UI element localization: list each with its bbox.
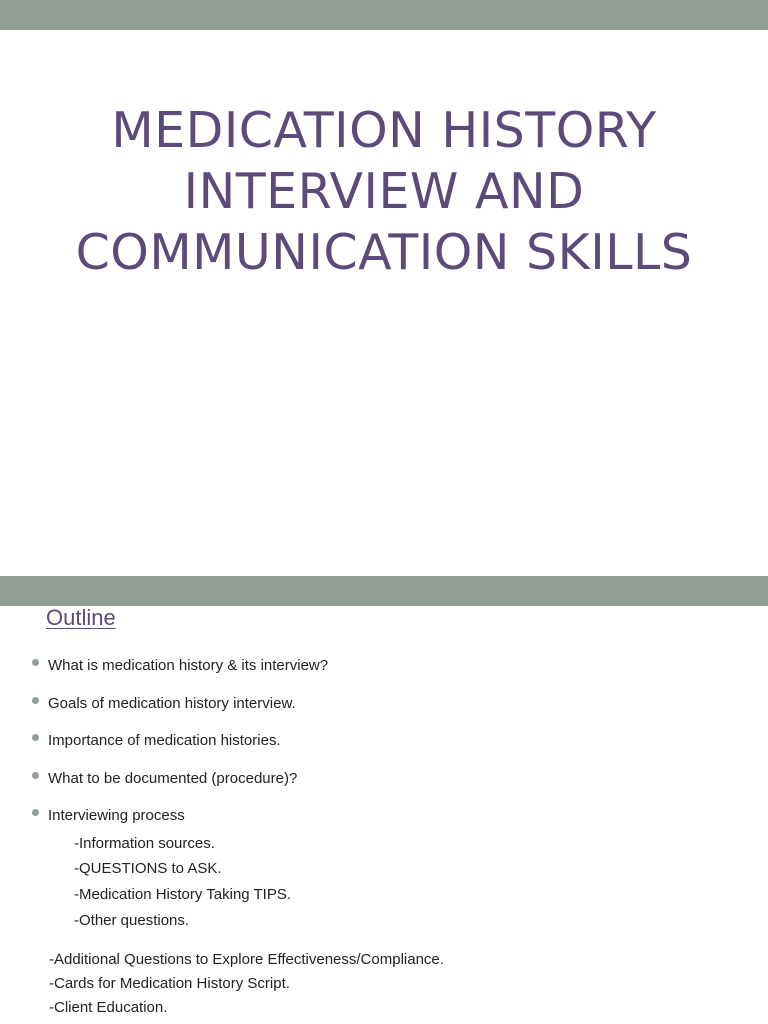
extra-list-item-text: -Client Education.	[49, 998, 168, 1016]
sub-list-item	[74, 883, 291, 905]
list-item-text: Goals of medication history interview.	[48, 694, 296, 712]
sub-list-item	[74, 909, 189, 931]
extra-list-item	[49, 996, 167, 1018]
extra-list-item	[49, 972, 290, 994]
list-item-text: Importance of medication histories.	[48, 731, 281, 749]
list-item	[32, 654, 328, 676]
extra-list-item-text: -Cards for Medication History Script.	[49, 974, 290, 992]
bullet-icon	[32, 659, 39, 666]
slide-title	[0, 100, 768, 283]
bullet-icon	[32, 734, 39, 741]
list-item-text: Interviewing process	[48, 806, 185, 824]
outline-heading: Outline	[46, 605, 116, 630]
sub-list-item-text: -Information sources.	[74, 834, 215, 852]
sub-list-item	[74, 832, 215, 854]
list-item-text: What is medication history & its interview?	[48, 656, 329, 674]
list-item	[32, 692, 296, 714]
list-item	[32, 729, 281, 751]
bullet-icon	[32, 772, 39, 779]
title-line-1: MEDICATION HISTORY	[111, 102, 657, 159]
list-item-text: What to be documented (procedure)?	[48, 769, 298, 787]
outline-slide	[0, 576, 768, 1024]
sub-list-item	[74, 857, 222, 879]
sub-list-item-text: -QUESTIONS to ASK.	[74, 859, 222, 877]
extra-list-item-text: -Additional Questions to Explore Effectiveness/Compliance.	[49, 950, 444, 968]
title-line-2: INTERVIEW AND	[183, 163, 585, 220]
list-item	[32, 804, 185, 826]
sub-list-item-text: -Other questions.	[74, 911, 190, 929]
slide-header-bar	[0, 576, 768, 606]
bullet-icon	[32, 697, 39, 704]
list-item	[32, 767, 297, 789]
title-line-3: COMMUNICATION SKILLS	[75, 224, 693, 281]
extra-list-item	[49, 948, 444, 970]
bullet-icon	[32, 809, 39, 816]
slide-header-bar	[0, 0, 768, 30]
sub-list-item-text: -Medication History Taking TIPS.	[74, 885, 292, 903]
